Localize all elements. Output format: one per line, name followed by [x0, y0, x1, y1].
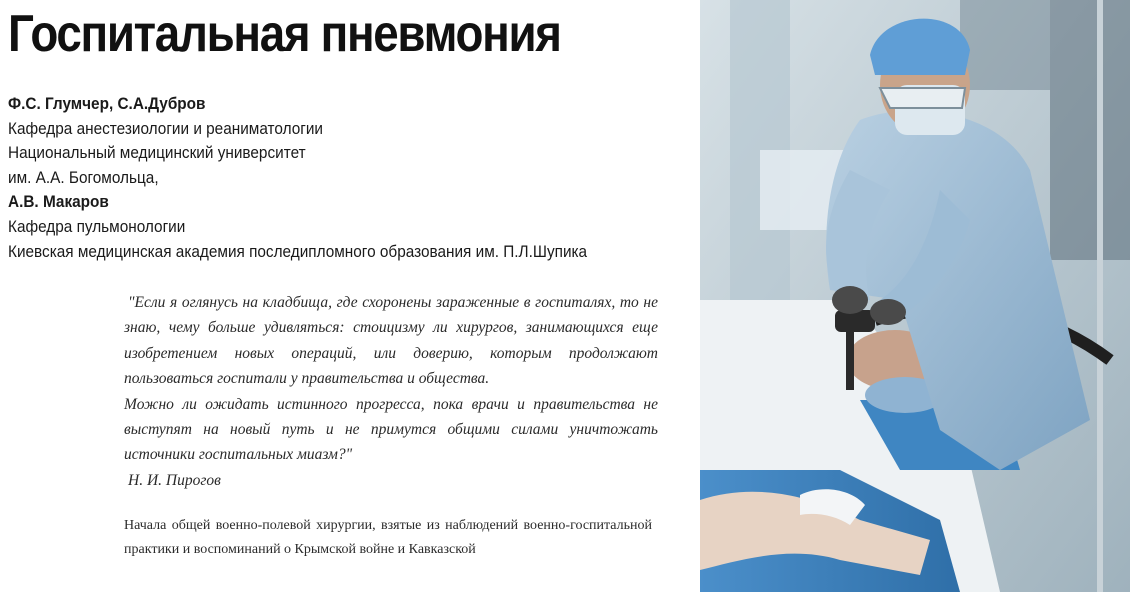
epigraph-source: Начала общей военно-полевой хирургии, взятые из наблюдений военно-госпитальной практики и воспоминаний о Крымской войне и Кавказской [124, 518, 652, 557]
epigraph-paragraph-1: "Если я оглянусь на кладбища, где схоронены зараженные в госпиталях, то не знаю, чему больше удивляться: стоицизму ли хирургов, занимающихся еще изобретением новых операций, или доверию, которым продолжают пользоваться госпитали у правительства и общества. [124, 294, 658, 388]
affiliation-1-line-2: Национальный медицинский университет [8, 144, 306, 163]
affiliation-1-line-3: им. А.А. Богомольца, [8, 168, 159, 187]
authors-group-2: А.В. Макаров [8, 193, 109, 212]
surgery-photo-icon [700, 0, 1130, 592]
epigraph-paragraph-2: Можно ли ожидать истинного прогресса, пока врачи и правительства не выступят на новый путь и не примутся общими силами уничтожать источники госпитальных миазм?" [124, 395, 658, 464]
affiliation-2-line-1: Кафедра пульмонологии [8, 217, 186, 236]
affiliation-2-line-2: Киевская медицинская академия последипломного образования им. П.Л.Шупика [8, 242, 588, 261]
epigraph-quote [124, 290, 658, 493]
article-title: Госпитальная пневмония [8, 5, 561, 63]
affiliation-1-line-1: Кафедра анестезиологии и реаниматологии [8, 119, 324, 138]
authors-group-1: Ф.С. Глумчер, С.А.Дубров [8, 95, 206, 113]
surgery-photo [700, 0, 1130, 592]
epigraph-signature: Н. И. Пирогов [128, 471, 221, 489]
author-block [8, 92, 650, 264]
